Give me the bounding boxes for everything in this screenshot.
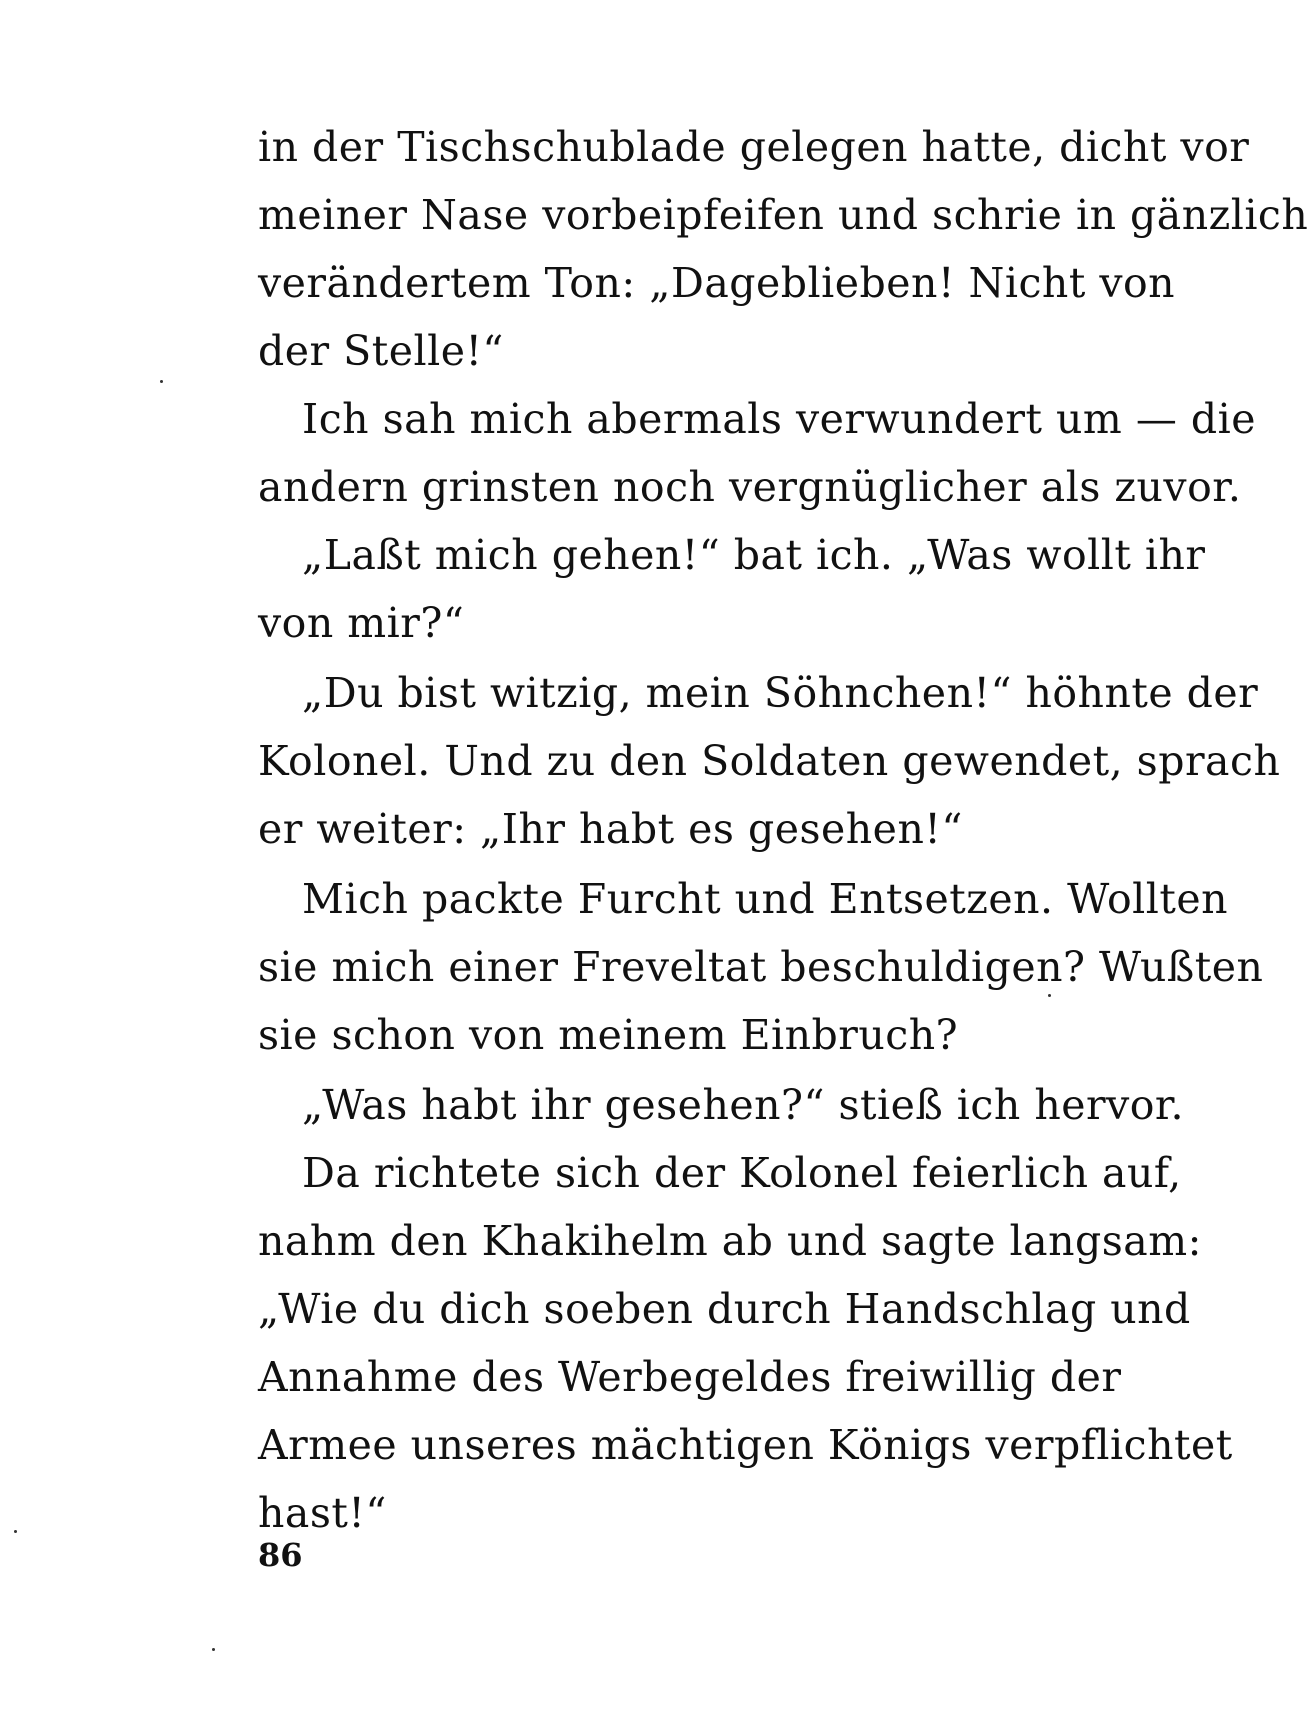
text-line-6: andern grinsten noch vergnüglicher als zuvor.: [258, 463, 1242, 511]
text-line-2: meiner Nase vorbeipfeifen und schrie in gänzlich: [258, 191, 1308, 239]
text-line-10: Kolonel. Und zu den Soldaten gewendet, sprach: [258, 737, 1281, 785]
text-line-3: verändertem Ton: „Dageblieben! Nicht von: [258, 259, 1176, 307]
scan-speck: [160, 380, 163, 383]
text-line-7: „Laßt mich gehen!“ bat ich. „Was wollt ihr: [302, 531, 1206, 579]
scan-speck: [14, 1530, 17, 1533]
scan-speck: [1048, 994, 1051, 997]
text-line-16: Da richtete sich der Kolonel feierlich auf,: [302, 1149, 1182, 1197]
text-line-20: Armee unseres mächtigen Königs verpflichtet: [258, 1421, 1233, 1469]
text-line-15: „Was habt ihr gesehen?“ stieß ich hervor.: [302, 1081, 1185, 1129]
text-line-4: der Stelle!“: [258, 327, 504, 375]
text-line-5: Ich sah mich abermals verwundert um — die: [302, 395, 1256, 443]
text-line-17: nahm den Khakihelm ab und sagte langsam:: [258, 1217, 1202, 1265]
text-line-14: sie schon von meinem Einbruch?: [258, 1011, 959, 1059]
text-line-13: sie mich einer Freveltat beschuldigen? Wußten: [258, 943, 1264, 991]
scan-speck: [212, 1648, 215, 1651]
text-line-9: „Du bist witzig, mein Söhnchen!“ höhnte der: [302, 669, 1259, 717]
text-line-21: hast!“: [258, 1489, 387, 1537]
text-line-11: er weiter: „Ihr habt es gesehen!“: [258, 805, 963, 853]
page-number: 86: [258, 1536, 303, 1574]
text-line-8: von mir?“: [258, 599, 465, 647]
text-line-12: Mich packte Furcht und Entsetzen. Wollten: [302, 875, 1229, 923]
text-line-1: in der Tischschublade gelegen hatte, dicht vor: [258, 123, 1250, 171]
text-line-19: Annahme des Werbegeldes freiwillig der: [258, 1353, 1122, 1401]
text-line-18: „Wie du dich soeben durch Handschlag und: [258, 1285, 1191, 1333]
